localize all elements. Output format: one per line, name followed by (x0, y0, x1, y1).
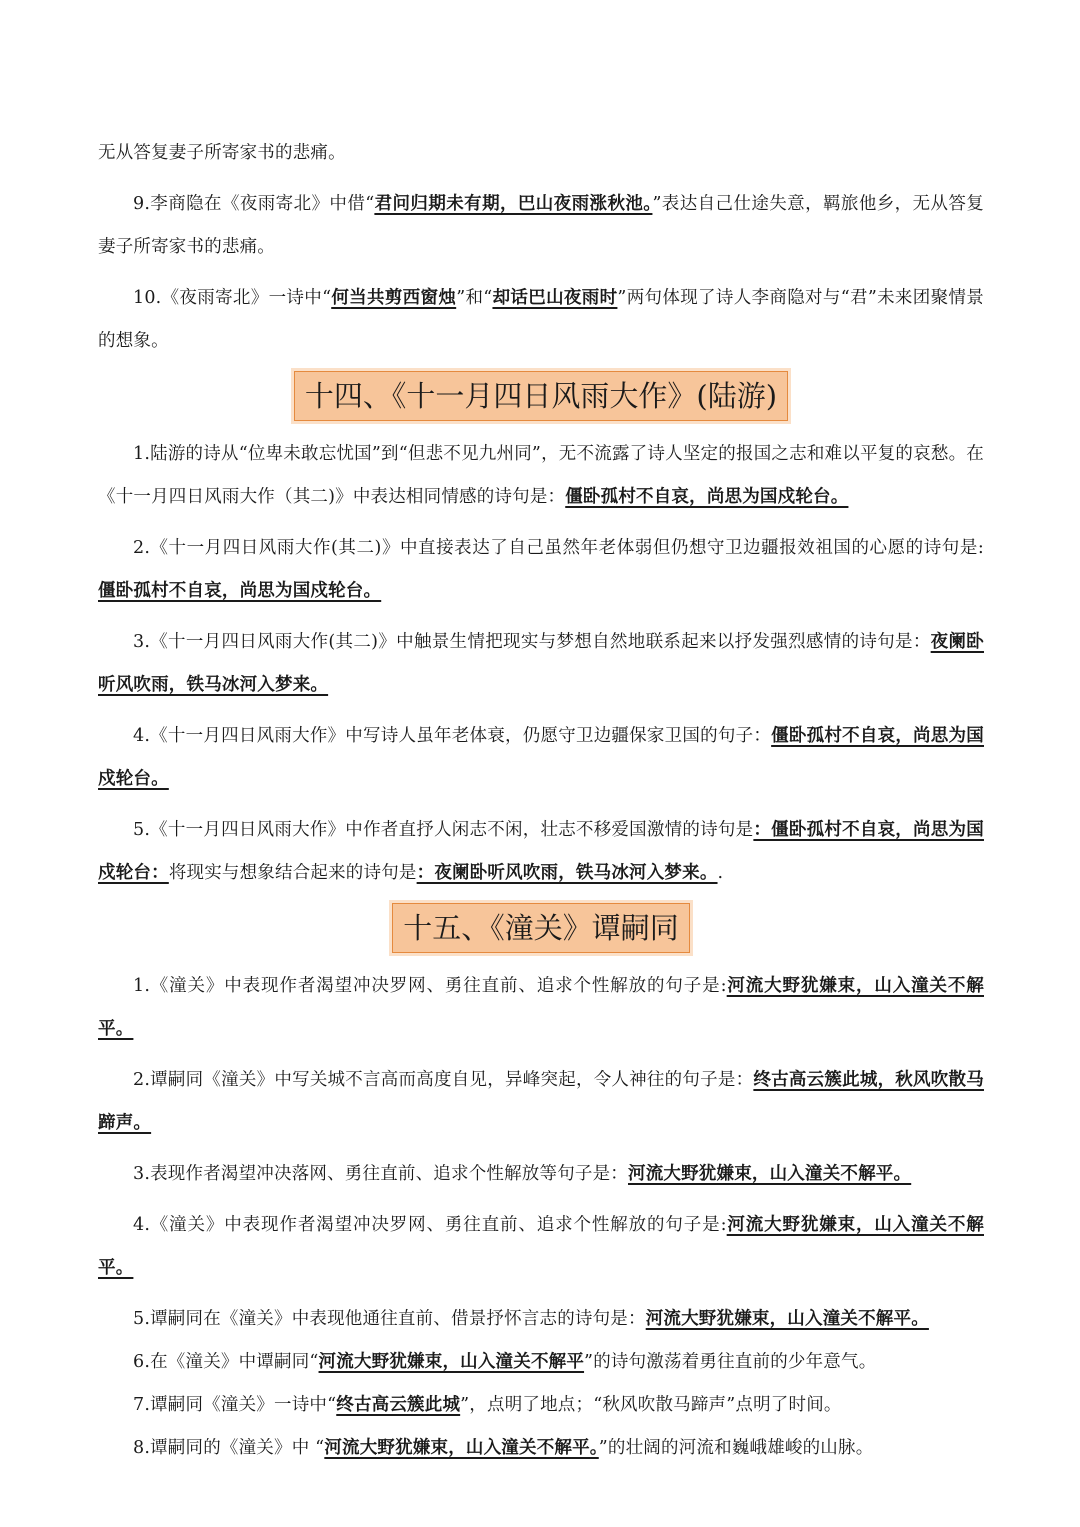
paragraph (98, 621, 984, 707)
paragraph-text: 将现实与想象结合起来的诗句是 (168, 863, 417, 883)
paragraph-text: 2.谭嗣同《潼关》中写关城不言高而高度自见，异峰突起，令人神往的句子是： (133, 1070, 754, 1090)
paragraph-text: 5.谭嗣同在《潼关》中表现他通往直前、借景抒怀言志的诗句是： (133, 1309, 646, 1329)
paragraph-text: 4.《潼关》中表现作者渴望冲决罗网、勇往直前、追求个性解放的句子是: (133, 1215, 727, 1235)
paragraph-text: 1.陆游的诗从“位卑未敢忘忧国”到“但悲不见九州同”，无不流露了诗人坚定的报国之志和难以平复的哀愁。在《十一月四日风雨大作（其二)》中表达相同情感的诗句是： (98, 444, 984, 507)
paragraph (98, 809, 984, 895)
answer-text: 河流大野犹嫌束，山入潼关不解平。 (645, 1309, 929, 1329)
answer-text: 却话巴山夜雨时 (492, 288, 618, 308)
paragraph-text: 2.《十一月四日风雨大作(其二)》中直接表达了自己虽然年老体弱但仍想守卫边疆报效祖国的心愿的诗句是: (133, 538, 984, 558)
paragraph-text: 1.《潼关》中表现作者渴望冲决罗网、勇往直前、追求个性解放的句子是: (133, 976, 727, 996)
paragraph-text: 3.表现作者渴望冲决落网、勇往直前、追求个性解放等句子是： (133, 1164, 628, 1184)
section-15-title: 十五、《潼关》谭嗣同 (392, 903, 690, 953)
paragraph (98, 965, 984, 1051)
paragraphs-before (98, 132, 984, 363)
paragraph-text: 无从答复妻子所寄家书的悲痛。 (98, 143, 346, 163)
paragraph (98, 1427, 984, 1470)
answer-text: 河流大野犹嫌束，山入潼关不解平。 (324, 1438, 599, 1458)
paragraph (98, 1341, 984, 1384)
section-14-title: 十四、《十一月四日风雨大作》(陆游) (294, 371, 788, 421)
paragraph-text: ”表达自己仕途失意，羁旅他乡，无从答复妻子所寄家书的悲痛。 (98, 194, 984, 257)
section-15-heading-wrap (98, 903, 984, 953)
answer-text: 僵卧孤村不自哀，尚思为国戍轮台。 (565, 487, 849, 507)
answer-text: 僵卧孤村不自哀，尚思为国戍轮台。 (98, 726, 984, 789)
answer-text: 河流大野犹嫌束，山入潼关不解平。 (98, 1215, 984, 1278)
answer-text: ：僵卧孤村不自哀，尚思为国戍轮台： (98, 820, 984, 883)
paragraph (98, 183, 984, 269)
paragraph-text: 7.谭嗣同《潼关》一诗中“ (133, 1395, 337, 1415)
paragraph (98, 1298, 984, 1341)
answer-text: 僵卧孤村不自哀，尚思为国戍轮台。 (98, 581, 382, 601)
paragraph-text: 4.《十一月四日风雨大作》中写诗人虽年老体衰，仍愿守卫边疆保家卫国的句子： (133, 726, 772, 746)
answer-text: 夜阑卧听风吹雨，铁马冰河入梦来。 (98, 632, 984, 695)
paragraph-text: 6.在《潼关》中谭嗣同“ (133, 1352, 319, 1372)
paragraph (98, 1059, 984, 1145)
answer-text: ：夜阑卧听风吹雨，铁马冰河入梦来。 (416, 863, 718, 883)
answer-text: 河流大野犹嫌束，山入潼关不解平。 (98, 976, 984, 1039)
paragraph (98, 1384, 984, 1427)
paragraph-text: ”的壮阔的河流和巍峨雄峻的山脉。 (598, 1438, 874, 1458)
paragraph-text: . (717, 863, 724, 883)
section-15-body (98, 965, 984, 1470)
answer-text: 河流大野犹嫌束，山入潼关不解平。 (628, 1164, 912, 1184)
section-14-heading-wrap (98, 371, 984, 421)
paragraph (98, 132, 984, 175)
paragraph-text: 3.《十一月四日风雨大作(其二)》中触景生情把现实与梦想自然地联系起来以抒发强烈感情的诗句是： (133, 632, 931, 652)
answer-text: 君问归期未有期，巴山夜雨涨秋池。 (374, 194, 653, 214)
answer-text: 终古高云簇此城 (336, 1395, 461, 1415)
paragraph (98, 433, 984, 519)
paragraph-text: ”两句体现了诗人李商隐对与“君”未来团聚情景的想象。 (98, 288, 984, 351)
paragraph (98, 715, 984, 801)
paragraph-text: 10.《夜雨寄北》一诗中“ (133, 288, 332, 308)
paragraph-text: 9.李商隐在《夜雨寄北》中借“ (133, 194, 375, 214)
paragraph (98, 277, 984, 363)
section-14-body (98, 433, 984, 895)
paragraph-text: ”的诗句激荡着勇往直前的少年意气。 (584, 1352, 877, 1372)
paragraph-text: 8.谭嗣同的《潼关》中 “ (133, 1438, 325, 1458)
paragraph (98, 1204, 984, 1290)
paragraph-text: 5.《十一月四日风雨大作》中作者直抒人闲志不闲，壮志不移爱国激情的诗句是 (133, 820, 754, 840)
paragraph (98, 1153, 984, 1196)
paragraph (98, 527, 984, 613)
content-flow (98, 132, 984, 1470)
answer-text: 何当共剪西窗烛 (331, 288, 457, 308)
paragraph-text: ”和“ (456, 288, 493, 308)
answer-text: 终古高云簇此城，秋风吹散马蹄声。 (98, 1070, 984, 1133)
answer-text: 河流大野犹嫌束，山入潼关不解平 (318, 1352, 585, 1372)
paragraph-text: ”，点明了地点；“秋风吹散马蹄声”点明了时间。 (460, 1395, 842, 1415)
